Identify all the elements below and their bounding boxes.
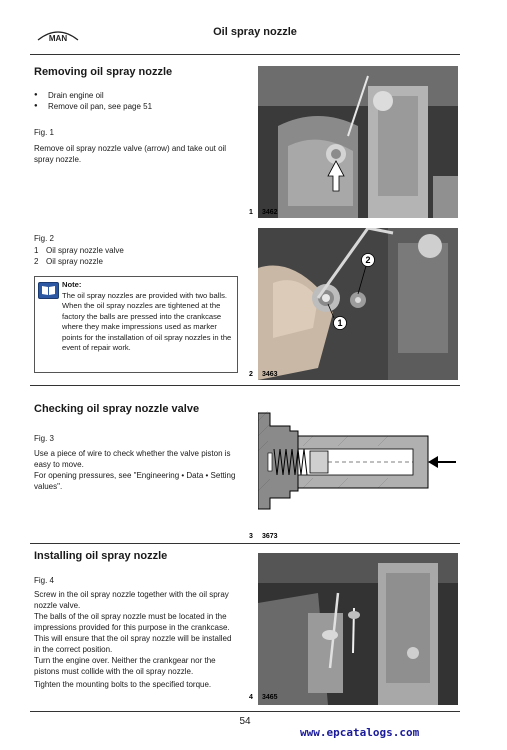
man-logo [36,26,80,44]
fig1-label: Fig. 1 [34,128,55,137]
book-icon [38,282,59,299]
fig3-text-1: Use a piece of wire to check whether the valve piston is easy to move. [34,449,231,469]
fig2-legend [34,245,244,267]
figure-1-number: 1 [249,209,253,216]
figure-4-code: 3465 [262,694,278,701]
note-text: The oil spray nozzles are provided with two balls. When the oil spray nozzles are tightened at the factory the balls are pressed into the crankcase where they make impressions used as marker points for the installation of oil spray nozzles in the event of repair work. [62,290,232,352]
legend-item: 2 Oil spray nozzle [34,257,103,266]
fig4-label: Fig. 4 [34,576,55,585]
section-rule [30,543,460,544]
paragraph: The balls of the oil spray nozzle must be located in the impressions provided for this purpose in the crankcase. This will ensure that the oil spray nozzle will be installed in the correct position. [34,612,232,654]
paragraph: Tighten the mounting bolts to the specified torque. [34,680,212,689]
section-title-removing: Removing oil spray nozzle [34,66,173,78]
figure-3-drawing [258,391,458,543]
footer-rule [30,711,460,712]
bullet-item: ● Drain engine oil [34,90,244,101]
figure-2-code: 3463 [262,371,278,378]
note-box [34,276,238,373]
figure-2-photo [258,228,458,380]
header-rule [30,54,460,55]
fig2-label: Fig. 2 [34,234,55,243]
page-number: 54 [239,716,251,727]
fig3-text [34,448,244,492]
section-title-installing: Installing oil spray nozzle [34,550,168,562]
figure-3-number: 3 [249,533,253,540]
fig3-label: Fig. 3 [34,434,55,443]
logo-text: MAN [48,34,68,43]
note-title: Note: [62,280,82,289]
figure-1-photo [258,66,458,218]
fig3-text-2: For opening pressures, see "Engineering • Data • Setting values". [34,471,236,491]
paragraph: Screw in the oil spray nozzle together with the oil spray nozzle valve. [34,590,229,610]
section-title-checking: Checking oil spray nozzle valve [34,403,200,415]
legend-item: 1 Oil spray nozzle valve [34,246,124,255]
fig4-text [34,589,239,690]
paragraph: Turn the engine over. Neither the crankgear nor the pistons must collide with the oil spray nozzle. [34,656,216,676]
bullet-item: ● Remove oil pan, see page 51 [34,101,244,112]
figure-3-code: 3673 [262,533,278,540]
figure-4-photo [258,553,458,705]
page-title: Oil spray nozzle [213,26,297,38]
figure-4-number: 4 [249,694,253,701]
removing-bullets [34,90,244,112]
section-rule [30,385,460,386]
fig1-text: Remove oil spray nozzle valve (arrow) and take out oil spray nozzle. [34,144,227,164]
callout-2: 2 [365,255,371,265]
callout-1: 1 [337,318,343,328]
figure-1-code: 3462 [262,209,278,216]
watermark: www.epcatalogs.com [300,726,420,739]
figure-2-number: 2 [249,371,253,378]
